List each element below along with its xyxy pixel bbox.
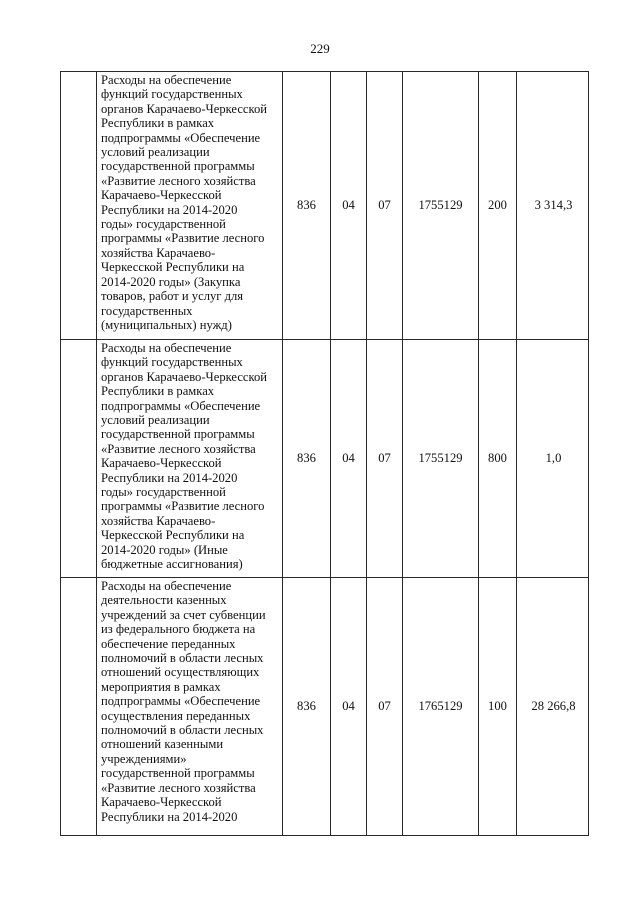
description-line: программы «Развитие лесного [101, 231, 265, 246]
description-line: функций государственных [101, 87, 243, 102]
description-line: «Развитие лесного хозяйства [101, 173, 256, 188]
description-line: «Развитие лесного хозяйства [101, 441, 256, 456]
description-line: 2014-2020 годы» (Иные [101, 542, 228, 557]
expense-type-cell: 200 [479, 72, 517, 340]
description-line: государственной программы [101, 766, 255, 781]
description-line: условий реализации [101, 413, 210, 428]
description-line: Карачаево-Черкесской [101, 795, 222, 810]
description-line: Черкесской Республики на [101, 260, 245, 275]
description-line: функций государственных [101, 355, 243, 370]
description-line: подпрограммы «Обеспечение [101, 694, 261, 709]
description-line: годы» государственной [101, 485, 226, 500]
description-line: хозяйства Карачаево- [101, 245, 216, 260]
target-article-cell: 1765129 [403, 578, 479, 836]
ministry-code-cell: 836 [283, 578, 331, 836]
expense-type-cell: 100 [479, 578, 517, 836]
description-line: Расходы на обеспечение [101, 579, 232, 593]
description-line: бюджетные ассигнования) [101, 557, 243, 572]
description-line: хозяйства Карачаево- [101, 513, 216, 528]
description-line: «Развитие лесного хозяйства [101, 780, 256, 795]
description-line: (муниципальных) нужд) [101, 317, 232, 332]
target-article-cell: 1755129 [403, 340, 479, 578]
section-code-cell: 04 [331, 578, 367, 836]
description-line: Республики на 2014-2020 [101, 470, 238, 485]
section-code-cell: 04 [331, 340, 367, 578]
section-code-cell: 04 [331, 72, 367, 340]
description-line: отношений осуществляющих [101, 665, 260, 680]
row-number-cell [61, 72, 97, 340]
table-row [61, 578, 589, 836]
table-row [61, 72, 589, 340]
description-line: Республики в рамках [101, 384, 215, 399]
description-line: товаров, работ и услуг для [101, 289, 244, 304]
description-line: подпрограммы «Обеспечение [101, 130, 261, 145]
description-cell [97, 340, 283, 578]
description-line: Карачаево-Черкесской [101, 188, 222, 203]
description-line: Республики на 2014-2020 [101, 202, 238, 217]
description-line: государственной программы [101, 427, 255, 442]
subsection-code-cell: 07 [367, 340, 403, 578]
subsection-code-cell: 07 [367, 72, 403, 340]
row-number-cell [61, 578, 97, 836]
amount-cell: 3 314,3 [517, 72, 589, 340]
description-line: полномочий в области лесных [101, 723, 264, 738]
description-line: мероприятия в рамках [101, 679, 221, 694]
subsection-code-cell: 07 [367, 578, 403, 836]
description-line: Республики в рамках [101, 116, 215, 131]
description-line: 2014-2020 годы» (Закупка [101, 274, 241, 289]
budget-table [60, 71, 589, 836]
description-line: Карачаево-Черкесской [101, 456, 222, 471]
target-article-cell: 1755129 [403, 72, 479, 340]
description-cell [97, 72, 283, 340]
description-line: подпрограммы «Обеспечение [101, 398, 261, 413]
description-line: учреждениями» [101, 751, 187, 766]
description-cell [97, 578, 283, 836]
description-line: деятельности казенных [101, 593, 227, 608]
page-number: 229 [310, 41, 330, 56]
description-line: учреждений за счет субвенции [101, 607, 266, 622]
description-line: Расходы на обеспечение [101, 73, 232, 87]
description-line: Расходы на обеспечение [101, 341, 232, 355]
description-line: программы «Развитие лесного [101, 499, 265, 514]
description-line: из федерального бюджета на [101, 622, 256, 637]
description-line: обеспечение переданных [101, 636, 236, 651]
description-line: Черкесской Республики на [101, 528, 245, 543]
description-line: органов Карачаево-Черкесской [101, 101, 268, 116]
row-number-cell [61, 340, 97, 578]
ministry-code-cell: 836 [283, 340, 331, 578]
description-line: Республики на 2014-2020 [101, 809, 238, 824]
table-row [61, 340, 589, 578]
expense-type-cell: 800 [479, 340, 517, 578]
description-line: условий реализации [101, 145, 210, 160]
ministry-code-cell: 836 [283, 72, 331, 340]
description-line: осуществления переданных [101, 708, 251, 723]
amount-cell: 1,0 [517, 340, 589, 578]
description-line: государственных [101, 303, 193, 318]
amount-cell: 28 266,8 [517, 578, 589, 836]
description-line: годы» государственной [101, 217, 226, 232]
description-line: государственной программы [101, 159, 255, 174]
description-line: отношений казенными [101, 737, 224, 752]
description-line: полномочий в области лесных [101, 651, 264, 666]
description-line: органов Карачаево-Черкесской [101, 369, 268, 384]
